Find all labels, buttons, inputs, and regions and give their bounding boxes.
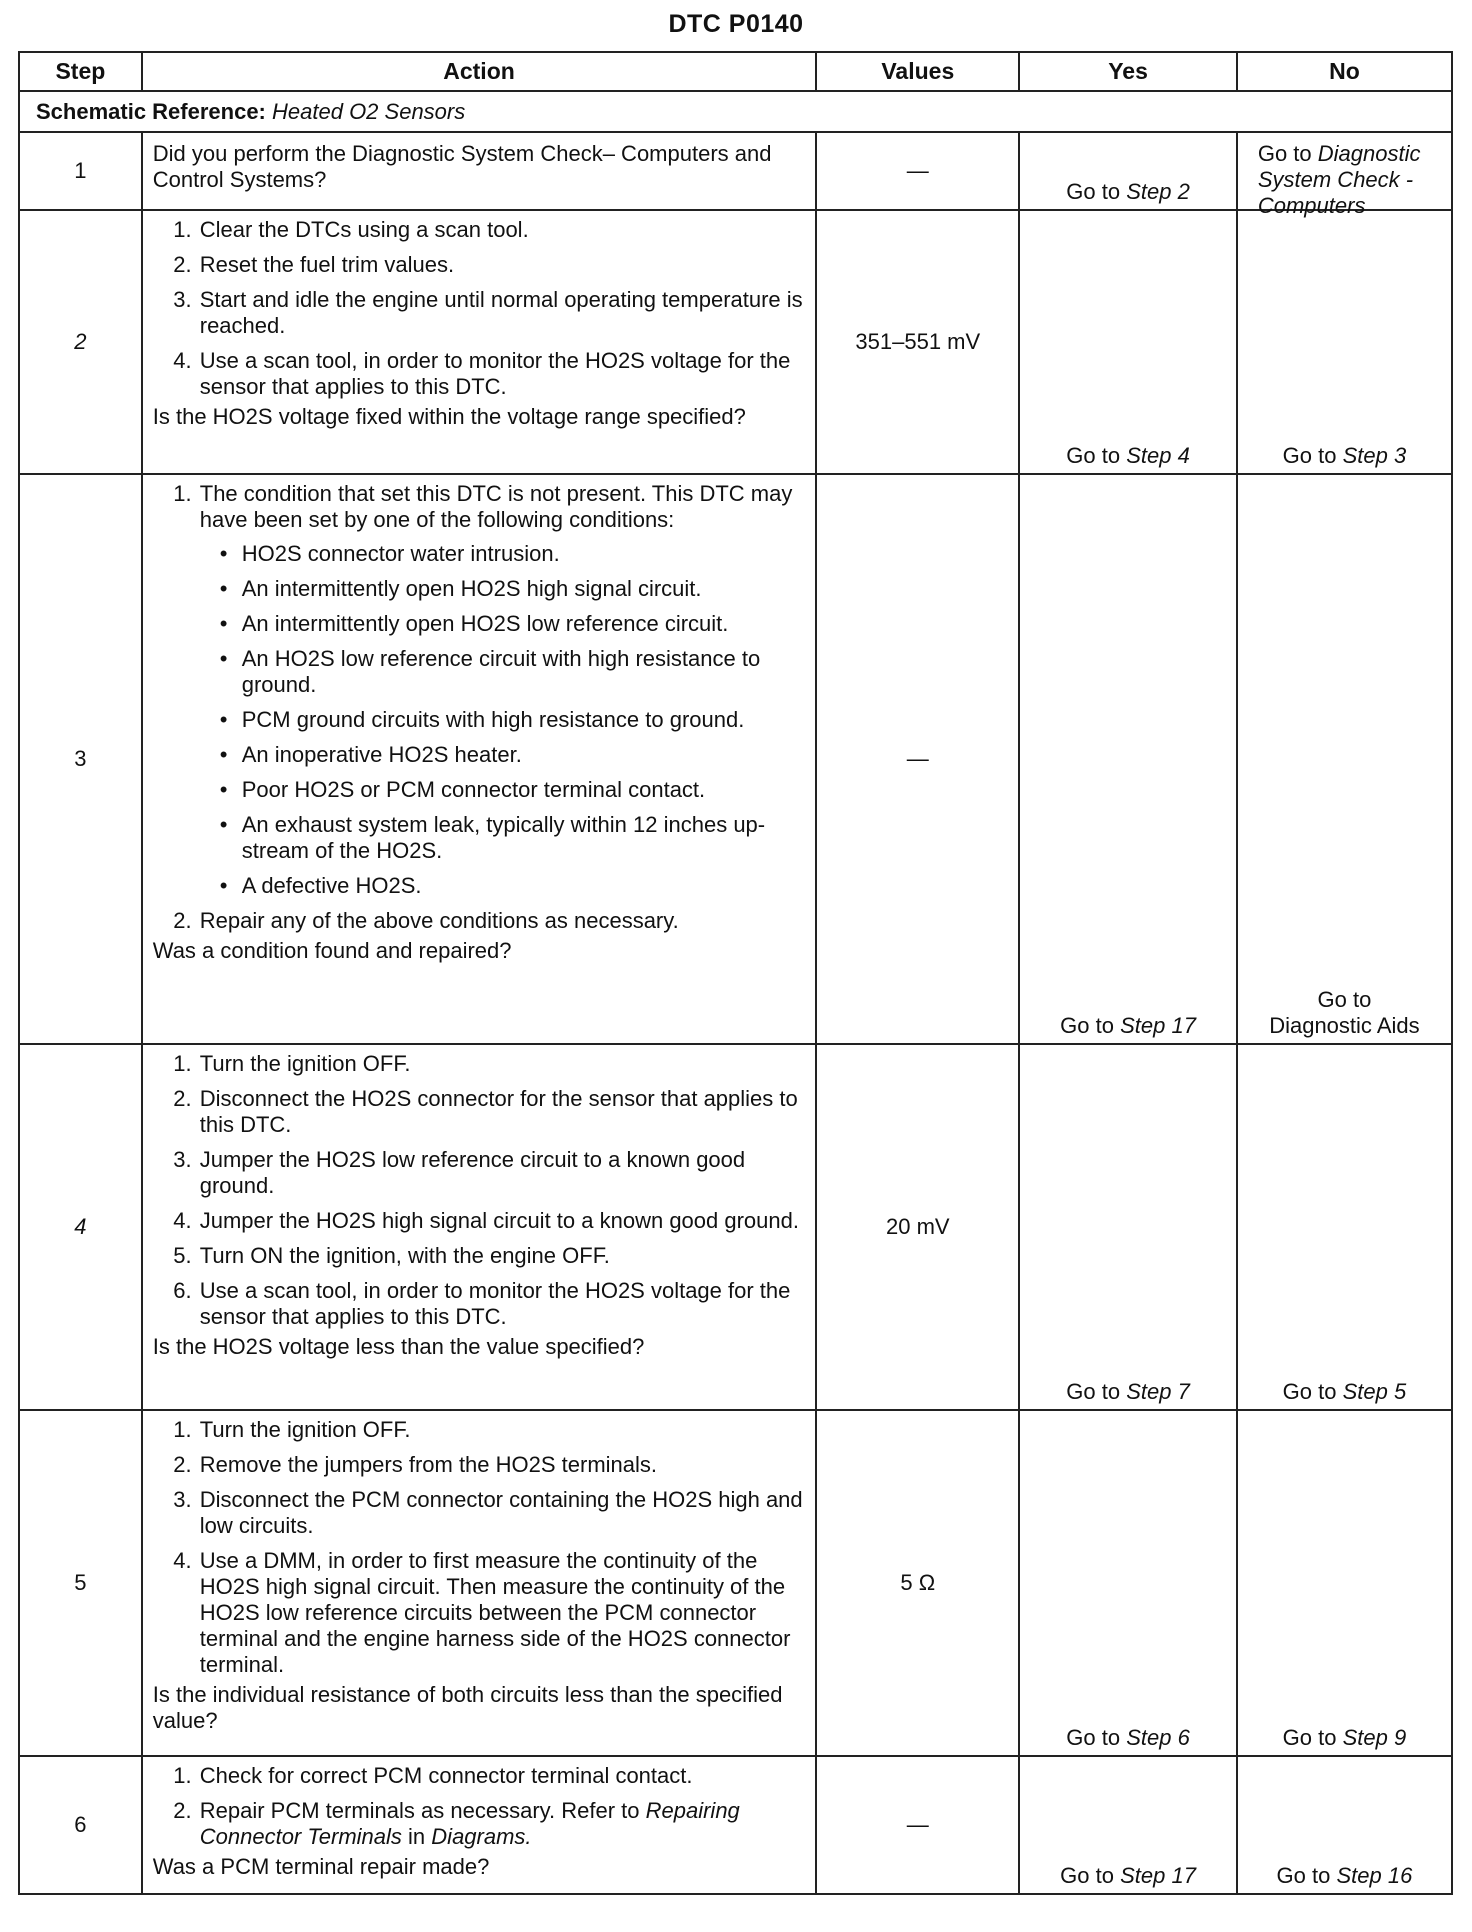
question-text: Is the HO2S voltage fixed within the voltage range specified? (152, 404, 746, 429)
yes-link (1020, 1863, 1236, 1889)
action-cell (142, 132, 817, 210)
instruction-item: 1. Clear the DTCs using a scan tool. (198, 217, 808, 243)
go-to-label: Go to (1066, 1379, 1121, 1404)
no-link (1238, 443, 1451, 469)
go-to-label: Go to (1282, 1379, 1337, 1404)
no-target: Diagnostic Aids (1269, 1013, 1420, 1038)
table-row (19, 474, 1452, 1044)
go-to-label: Go to (1282, 443, 1337, 468)
instruction-item: 1. Turn the ignition OFF. (198, 1051, 808, 1077)
value-cell: 5 Ω (816, 1410, 1019, 1756)
value-cell: 20 mV (816, 1044, 1019, 1410)
instruction-item: 5. Turn ON the ignition, with the engine OFF. (198, 1243, 808, 1269)
table-row (19, 210, 1452, 474)
condition-item: • PCM ground circuits with high resistance to ground. (240, 707, 808, 733)
no-target-line: System Check - (1257, 167, 1414, 192)
yes-link (1020, 1379, 1236, 1405)
question-text: Is the individual resistance of both circuits less than the specified value? (152, 1682, 783, 1733)
condition-item: • An intermittently open HO2S low reference circuit. (240, 611, 808, 637)
step-number-text: 2 (74, 329, 87, 354)
instruction-item: 1. Turn the ignition OFF. (198, 1417, 808, 1443)
instruction-item: 4. Use a DMM, in order to first measure the continuity of the HO2S high signal circuit. Then measure the continuity of the HO2S low reference circuits between the PCM connector terminal and the engine harness side of the HO2S connector terminal. (198, 1548, 808, 1678)
go-to-label: Go to (1257, 141, 1312, 166)
action-cell (142, 1410, 817, 1756)
yes-cell (1019, 1410, 1237, 1756)
yes-cell (1019, 210, 1237, 474)
no-step: Step 3 (1342, 443, 1407, 468)
no-cell (1237, 1044, 1452, 1410)
instruction-item: 4. Jumper the HO2S high signal circuit to a known good ground. (198, 1208, 808, 1234)
go-to-label: Go to (1060, 1863, 1114, 1888)
step-number (19, 210, 142, 474)
procedure-reference: Repairing Connector Terminals (199, 1798, 740, 1849)
instruction-item: 6. Use a scan tool, in order to monitor the HO2S voltage for the sensor that applies to this DTC. (198, 1278, 808, 1330)
instruction-item: 3. Disconnect the PCM connector containing the HO2S high and low circuits. (198, 1487, 808, 1539)
instruction-item: 3. Jumper the HO2S low reference circuit to a known good ground. (198, 1147, 808, 1199)
no-cell (1237, 1756, 1452, 1894)
instruction-item: 1. Check for correct PCM connector terminal contact. (198, 1763, 808, 1789)
instruction-item: 4. Use a scan tool, in order to monitor the HO2S voltage for the sensor that applies to this DTC. (198, 348, 808, 400)
no-step: Step 9 (1342, 1725, 1407, 1750)
yes-step: Step 17 (1120, 1863, 1196, 1888)
no-link (1258, 141, 1445, 219)
go-to-label: Go to (1066, 179, 1121, 204)
instruction-item (198, 481, 808, 899)
schematic-reference (19, 91, 1452, 132)
header-yes: Yes (1019, 52, 1237, 91)
instruction-list (153, 1763, 808, 1850)
instruction-item: 3. Start and idle the engine until normal operating temperature is reached. (198, 287, 808, 339)
no-target-line: Computers (1257, 193, 1366, 218)
action-cell (142, 1756, 817, 1894)
instruction-item (198, 1798, 808, 1850)
no-step: Step 16 (1336, 1863, 1413, 1888)
question-text: Was a condition found and repaired? (152, 938, 512, 963)
no-link (1238, 1379, 1451, 1405)
instruction-text: The condition that set this DTC is not present. This DTC may have been set by one of the following conditions: (199, 481, 793, 532)
go-to-label: Go to (1060, 1013, 1114, 1038)
page-title: DTC P0140 (668, 10, 804, 38)
no-step: Step 5 (1342, 1379, 1407, 1404)
question-text: Is the HO2S voltage less than the value specified? (152, 1334, 645, 1359)
step-number: 1 (19, 132, 142, 210)
step-number: 3 (19, 474, 142, 1044)
diagnostic-table (18, 51, 1453, 1895)
yes-step: Step 4 (1126, 443, 1190, 468)
header-step: Step (19, 52, 142, 91)
table-row (19, 132, 1452, 210)
go-to-label: Go to (1282, 1725, 1337, 1750)
go-to-label: Go to (1066, 443, 1121, 468)
yes-cell (1019, 474, 1237, 1044)
instruction-item: 2. Remove the jumpers from the HO2S terminals. (198, 1452, 808, 1478)
header-row (19, 52, 1452, 91)
condition-item: • An inoperative HO2S heater. (240, 742, 808, 768)
table-row (19, 1410, 1452, 1756)
condition-item: • An exhaust system leak, typically within 12 inches up-stream of the HO2S. (240, 812, 808, 864)
no-cell (1237, 1410, 1452, 1756)
go-to-label: Go to (1276, 1863, 1331, 1888)
go-to-label: Go to (1317, 987, 1372, 1012)
condition-item: • An HO2S low reference circuit with high resistance to ground. (240, 646, 808, 698)
table-row (19, 1756, 1452, 1894)
condition-item: • An intermittently open HO2S high signal circuit. (240, 576, 808, 602)
yes-link (1020, 443, 1236, 469)
step-number: 5 (19, 1410, 142, 1756)
yes-cell (1019, 1756, 1237, 1894)
condition-item: • Poor HO2S or PCM connector terminal contact. (240, 777, 808, 803)
table-row (19, 1044, 1452, 1410)
yes-cell (1019, 1044, 1237, 1410)
no-cell (1237, 210, 1452, 474)
no-link (1238, 1725, 1451, 1751)
value-cell: — (816, 474, 1019, 1044)
instruction-list (153, 1051, 808, 1330)
instruction-text: in (408, 1824, 426, 1849)
value-cell: 351–551 mV (816, 210, 1019, 474)
action-cell (142, 474, 817, 1044)
instruction-item: 2. Disconnect the HO2S connector for the sensor that applies to this DTC. (198, 1086, 808, 1138)
yes-link (1020, 1013, 1236, 1039)
schematic-row (19, 91, 1452, 132)
schematic-label: Schematic Reference: (36, 98, 266, 124)
instruction-item: 2. Reset the fuel trim values. (198, 252, 808, 278)
condition-item: • A defective HO2S. (240, 873, 808, 899)
step-number-text: 4 (74, 1214, 87, 1239)
yes-step: Step 6 (1126, 1725, 1190, 1750)
no-target-line: Diagnostic (1317, 141, 1421, 166)
no-cell (1237, 474, 1452, 1044)
header-action: Action (142, 52, 817, 91)
go-to-label: Go to (1066, 1725, 1121, 1750)
schematic-value: Heated O2 Sensors (272, 98, 466, 124)
no-link (1238, 1863, 1451, 1889)
no-cell (1237, 132, 1452, 218)
question-text: Did you perform the Diagnostic System Check– Computers and Control Systems? (152, 141, 772, 192)
condition-list (200, 541, 808, 899)
header-no: No (1237, 52, 1452, 91)
yes-cell (1019, 132, 1237, 210)
instruction-list (153, 481, 808, 934)
condition-item: • HO2S connector water intrusion. (240, 541, 808, 567)
yes-step: Step 2 (1126, 179, 1190, 204)
instruction-text: Repair PCM terminals as necessary. Refer to (199, 1798, 640, 1823)
no-link (1238, 987, 1451, 1039)
value-cell: — (816, 1756, 1019, 1894)
question-text: Was a PCM terminal repair made? (152, 1854, 490, 1879)
yes-link (1020, 1725, 1236, 1751)
action-cell (142, 210, 817, 474)
yes-link (1020, 179, 1236, 205)
action-cell (142, 1044, 817, 1410)
document-reference: Diagrams. (431, 1824, 532, 1849)
yes-step: Step 7 (1126, 1379, 1190, 1404)
instruction-item: 2. Repair any of the above conditions as necessary. (198, 908, 808, 934)
step-number (19, 1044, 142, 1410)
instruction-list (153, 1417, 808, 1678)
value-cell: — (816, 132, 1019, 210)
header-values: Values (816, 52, 1019, 91)
yes-step: Step 17 (1120, 1013, 1196, 1038)
step-number: 6 (19, 1756, 142, 1894)
instruction-list (153, 217, 808, 400)
